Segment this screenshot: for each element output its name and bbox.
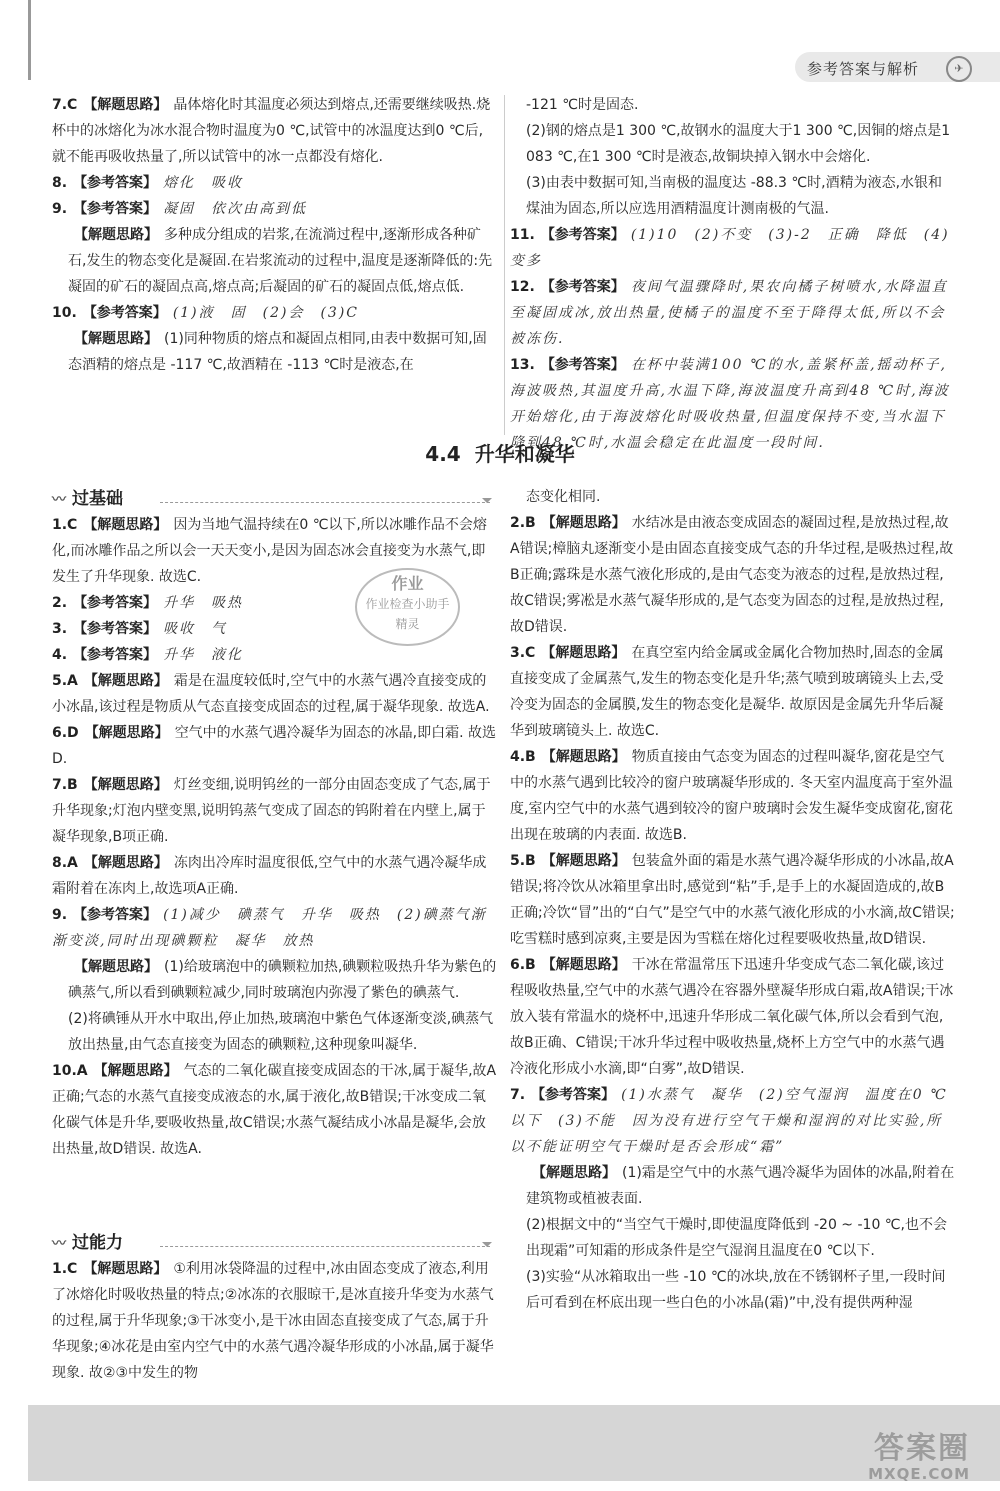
item-tag: 【解题思路】 xyxy=(74,227,158,243)
watermark-text: 答案圈 xyxy=(874,1431,970,1466)
answer-item xyxy=(510,952,955,1082)
item-number: 10.A xyxy=(52,1063,88,1079)
answer-item xyxy=(52,1006,497,1058)
item-number: 4.B xyxy=(510,749,536,765)
answer-item xyxy=(52,642,497,668)
item-text: (2)将碘锤从开水中取出,停止加热,玻璃泡中紫色气体逐渐变淡,碘蒸气放出热量,由气态直接变为固态的碘颗粒,这种现象叫凝华. xyxy=(68,1011,494,1053)
item-number: 9. xyxy=(52,201,68,217)
item-number: 6.B xyxy=(510,957,536,973)
item-tag: 【解题思路】 xyxy=(93,1063,178,1079)
item-number: 8.A xyxy=(52,855,78,871)
item-text: 冻肉出冷库时温度很低,空气中的水蒸气遇冷凝华成霜附着在冻肉上,故选项A正确. xyxy=(52,855,487,897)
item-number: 3.C xyxy=(510,645,536,661)
item-tag: 【解题思路】 xyxy=(84,725,169,741)
answer-item xyxy=(510,170,955,222)
answer-item xyxy=(52,1256,497,1386)
item-tag: 【参考答案】 xyxy=(73,621,158,637)
answer-item xyxy=(510,510,955,640)
item-text: 物质直接由气态变为固态的过程叫凝华,窗花是空气中的水蒸气遇到比较冷的窗户玻璃凝华形成的. 冬天室内温度高于室外温度,室内空气中的水蒸气遇到较冷的窗户玻璃时会发生凝华变成窗花,窗花出现在玻璃的内表面. 故选B. xyxy=(510,749,953,843)
item-text: 干冰在常温常压下迅速升华变成气态二氧化碳,该过程吸收热量,空气中的水蒸气遇冷在容器外壁凝华形成白霜,故A错误;干冰放入装有常温水的烧杯中,迅速升华形成二氧化碳气体,所以会看到气泡,故B正确、C错误;干冰升华过程中吸收热量,烧杯上方空气中的水蒸气遇冷液化形成小水滴,即“白雾”,故D错误. xyxy=(510,957,954,1077)
item-tag: 【参考答案】 xyxy=(73,907,158,923)
item-tag: 【解题思路】 xyxy=(83,855,168,871)
item-number: 4. xyxy=(52,647,68,663)
item-tag: 【解题思路】 xyxy=(74,959,158,975)
top-left-column xyxy=(52,92,497,378)
item-text: 水结冰是由液态变成固态的凝固过程,是放热过程,故A错误;樟脑丸逐渐变小是由固态直接变成气态的升华过程,是吸热过程,故B正确;露珠是水蒸气液化形成的,是由气态变为液态的过程,是放热过程,故C错误;雾凇是水蒸气凝华形成的,是气态变为固态的过程,是放热过程,故D错误. xyxy=(510,515,954,635)
answer-item xyxy=(52,222,497,300)
item-number: 8. xyxy=(52,175,68,191)
item-number: 2.B xyxy=(510,515,536,531)
item-tag: 【参考答案】 xyxy=(73,175,158,191)
answer-item xyxy=(52,902,497,954)
item-tag: 【解题思路】 xyxy=(83,1261,168,1277)
answer-item xyxy=(510,118,955,170)
margin-bar xyxy=(28,0,31,80)
item-tag: 【解题思路】 xyxy=(541,749,626,765)
item-tag: 【解题思路】 xyxy=(83,97,168,113)
item-text: 霜是在温度较低时,空气中的水蒸气遇冷直接变成的小冰晶,该过程是物质从气态直接变成固态的过程,属于凝华现象. 故选A. xyxy=(52,673,490,715)
answer-item xyxy=(510,1082,955,1160)
item-answer: 在杯中装满100 ℃的水,盖紧杯盖,摇动杯子,海波吸热,其温度升高,水温下降,海波温度升高到48 ℃时,海波开始熔化,由于海波熔化时吸收热量,但温度保持不变,当水温下降到48 ℃时,水温会稳定在此温度一段时间. xyxy=(510,357,950,451)
item-number: 13. xyxy=(510,357,535,373)
item-tag: 【参考答案】 xyxy=(531,1087,616,1103)
rocket-logo-icon: ✈ xyxy=(946,56,972,82)
item-text: ①利用冰袋降温的过程中,冰由固态变成了液态,利用了冰熔化时吸收热量的特点;②冰冻的衣服晾干,是冰直接升华变为水蒸气的过程,属于升华现象;③干冰变小,是干冰由固态直接变成了气态,属于升华现象;④冰花是由室内空气中的水蒸气遇冷凝华形成的小冰晶,属于凝华现象. 故②③中发生的物 xyxy=(52,1261,494,1381)
item-answer: (1)水蒸气 凝华 (2)空气湿润 温度在0 ℃以下 (3)不能 因为没有进行空气干燥和湿润的对比实验,所以不能证明空气干燥时是否会形成“霜” xyxy=(510,1087,948,1155)
swoosh-icon: 〰 xyxy=(52,492,66,508)
item-tag: 【解题思路】 xyxy=(83,517,168,533)
item-text: -121 ℃时是固态. xyxy=(526,97,639,113)
item-text: 态变化相同. xyxy=(526,489,601,505)
item-answer: 升华 吸热 xyxy=(163,595,244,611)
answer-item xyxy=(52,954,497,1006)
item-answer: (1)液 固 (2)会 (3)C xyxy=(172,305,360,321)
item-tag: 【参考答案】 xyxy=(73,595,158,611)
item-answer: 夜间气温骤降时,果农向橘子树喷水,水降温直至凝固成冰,放出热量,使橘子的温度不至于降得太低,所以不会被冻伤. xyxy=(510,279,948,347)
item-tag: 【参考答案】 xyxy=(82,305,167,321)
item-tag: 【参考答案】 xyxy=(73,201,158,217)
answer-item xyxy=(510,744,955,848)
answer-item xyxy=(52,326,497,378)
column-divider xyxy=(504,95,505,435)
item-number: 5.B xyxy=(510,853,536,869)
answer-item xyxy=(510,274,955,352)
section-title xyxy=(0,438,1000,467)
answer-item xyxy=(52,92,497,170)
item-tag: 【参考答案】 xyxy=(540,357,625,373)
footer-band xyxy=(28,1405,1000,1481)
item-tag: 【解题思路】 xyxy=(541,645,626,661)
item-text: (1)同种物质的熔点和凝固点相同,由表中数据可知,固态酒精的熔点是 -117 ℃,故酒精在 -113 ℃时是液态,在 xyxy=(68,331,487,373)
item-number: 10. xyxy=(52,305,77,321)
item-number: 7.B xyxy=(52,777,78,793)
item-number: 7. xyxy=(510,1087,526,1103)
stamp-seal: 作业 作业检查小助手 精灵 xyxy=(355,568,460,646)
item-number: 5.A xyxy=(52,673,78,689)
item-number: 12. xyxy=(510,279,535,295)
answer-item xyxy=(510,848,955,952)
item-number: 1.C xyxy=(52,517,78,533)
item-number: 6.D xyxy=(52,725,79,741)
item-text: 在真空室内给金属或金属化合物加热时,固态的金属直接变成了金属蒸气,发生的物态变化是升华;蒸气喷到玻璃镜头上去,受冷变为固态的金属膜,发生的物态变化是凝华. 故原因是金属先升华后凝华到玻璃镜头上. 故选C. xyxy=(510,645,944,739)
subhead-basic: 〰 过基础 xyxy=(52,489,123,509)
answer-item xyxy=(510,1212,955,1264)
answer-item xyxy=(510,484,955,510)
item-tag: 【解题思路】 xyxy=(532,1165,616,1181)
item-number: 7.C xyxy=(52,97,78,113)
item-text: 气态的二氧化碳直接变成固态的干冰,属于凝华,故A正确;气态的水蒸气直接变成液态的水,属于液化,故B错误;干冰变成二氧化碳气体是升华,要吸收热量,故C错误;水蒸气凝结成小冰晶是凝华,会放出热量,故D错误. 故选A. xyxy=(52,1063,497,1157)
section-number: 4.4 xyxy=(425,442,461,466)
answer-item xyxy=(510,1160,955,1212)
section-name: 升华和凝华 xyxy=(474,442,575,466)
item-text: (2)根据文中的“当空气干燥时,即使温度降低到 -20 ~ -10 ℃,也不会出现霜”可知霜的形成条件是空气湿润且温度在0 ℃以下. xyxy=(526,1217,947,1259)
item-tag: 【解题思路】 xyxy=(83,777,168,793)
item-number: 2. xyxy=(52,595,68,611)
answer-item xyxy=(52,196,497,222)
answer-item xyxy=(52,300,497,326)
answer-item xyxy=(510,92,955,118)
item-number: 9. xyxy=(52,907,68,923)
item-tag: 【参考答案】 xyxy=(540,227,625,243)
low-left-column xyxy=(52,1256,497,1386)
mid-right-column xyxy=(510,484,955,1316)
item-tag: 【解题思路】 xyxy=(541,515,626,531)
subhead-ability: 〰 过能力 xyxy=(52,1233,123,1253)
item-text: 空气中的水蒸气遇冷凝华为固态的冰晶,即白霜. 故选D. xyxy=(52,725,497,767)
item-number: 11. xyxy=(510,227,535,243)
item-number: 1.C xyxy=(52,1261,78,1277)
item-tag: 【解题思路】 xyxy=(83,673,168,689)
item-text: 灯丝变细,说明钨丝的一部分由固态变成了气态,属于升华现象;灯泡内壁变黑,说明钨蒸气变成了固态的钨附着在内壁上,属于凝华现象,B项正确. xyxy=(52,777,491,845)
item-text: (1)霜是空气中的水蒸气遇冷凝华为固体的冰晶,附着在建筑物或植被表面. xyxy=(526,1165,955,1207)
item-tag: 【参考答案】 xyxy=(73,647,158,663)
item-answer: 熔化 吸收 xyxy=(163,175,244,191)
item-tag: 【解题思路】 xyxy=(541,957,626,973)
item-tag: 【解题思路】 xyxy=(74,331,158,347)
item-number: 3. xyxy=(52,621,68,637)
item-answer: 凝固 依次由高到低 xyxy=(163,201,308,217)
answer-item xyxy=(52,720,497,772)
subhead-rule xyxy=(160,1246,490,1247)
item-text: 多种成分组成的岩浆,在流淌过程中,逐渐形成各种矿石,发生的物态变化是凝固.在岩浆流动的过程中,温度是逐渐降低的:先凝固的矿石的凝固点高,熔点高;后凝固的矿石的凝固点低,熔点低. xyxy=(68,227,493,295)
header-title: 参考答案与解析 xyxy=(807,60,920,78)
item-text: (3)由表中数据可知,当南极的温度达 -88.3 ℃时,酒精为液态,水银和煤油为固态,所以应选用酒精温度计测南极的气温. xyxy=(526,175,943,217)
swoosh-icon: 〰 xyxy=(52,1236,66,1252)
item-answer: 升华 液化 xyxy=(163,647,244,663)
answer-item xyxy=(510,1264,955,1316)
answer-item xyxy=(510,640,955,744)
answer-item xyxy=(52,668,497,720)
answer-item xyxy=(52,772,497,850)
item-text: 因为当地气温持续在0 ℃以下,所以冰雕作品不会熔化,而冰雕作品之所以会一天天变小,是因为固态冰会直接变为水蒸气,即发生了升华现象. 故选C. xyxy=(52,517,487,585)
answer-item xyxy=(510,222,955,274)
item-text: 包装盒外面的霜是水蒸气遇冷凝华形成的小冰晶,故A错误;将冷饮从冰箱里拿出时,感觉到“粘”手,是手上的水凝固造成的,故B正确;冷饮“冒”出的“白气”是空气中的水蒸气液化形成的小水滴,故C错误;吃雪糕时感到凉爽,主要是因为雪糕在熔化过程要吸收热量,故D错误. xyxy=(510,853,955,947)
answer-item xyxy=(52,850,497,902)
top-right-column xyxy=(510,92,955,456)
item-tag: 【参考答案】 xyxy=(540,279,625,295)
answer-item xyxy=(52,1058,497,1162)
item-answer: (1)10 (2)不变 (3)-2 正确 降低 (4)变多 xyxy=(510,227,950,269)
item-answer: 吸收 气 xyxy=(163,621,228,637)
answer-item xyxy=(52,170,497,196)
watermark-url: MXQE.COM xyxy=(868,1465,970,1483)
item-text: 晶体熔化时其温度必须达到熔点,还需要继续吸热.烧杯中的冰熔化为冰水混合物时温度为0 ℃,试管中的冰温度达到0 ℃后,就不能再吸收热量了,所以试管中的冰一点都没有熔化. xyxy=(52,97,491,165)
item-text: (3)实验“从冰箱取出一些 -10 ℃的冰块,放在不锈钢杯子里,一段时间后可看到在杯底出现一些白色的小冰晶(霜)”中,没有提供两种湿 xyxy=(526,1269,946,1311)
header-banner xyxy=(795,52,1000,82)
item-text: (2)钢的熔点是1 300 ℃,故钢水的温度大于1 300 ℃,因铜的熔点是1 083 ℃,在1 300 ℃时是液态,故铜块掉入钢水中会熔化. xyxy=(526,123,951,165)
item-answer: (1)减少 碘蒸气 升华 吸热 (2)碘蒸气渐渐变淡,同时出现碘颗粒 凝华 放热 xyxy=(52,907,487,949)
subhead-rule xyxy=(160,502,490,503)
item-tag: 【解题思路】 xyxy=(541,853,626,869)
item-text: (1)给玻璃泡中的碘颗粒加热,碘颗粒吸热升华为紫色的碘蒸气,所以看到碘颗粒减少,同时玻璃泡内弥漫了紫色的碘蒸气. xyxy=(68,959,497,1001)
